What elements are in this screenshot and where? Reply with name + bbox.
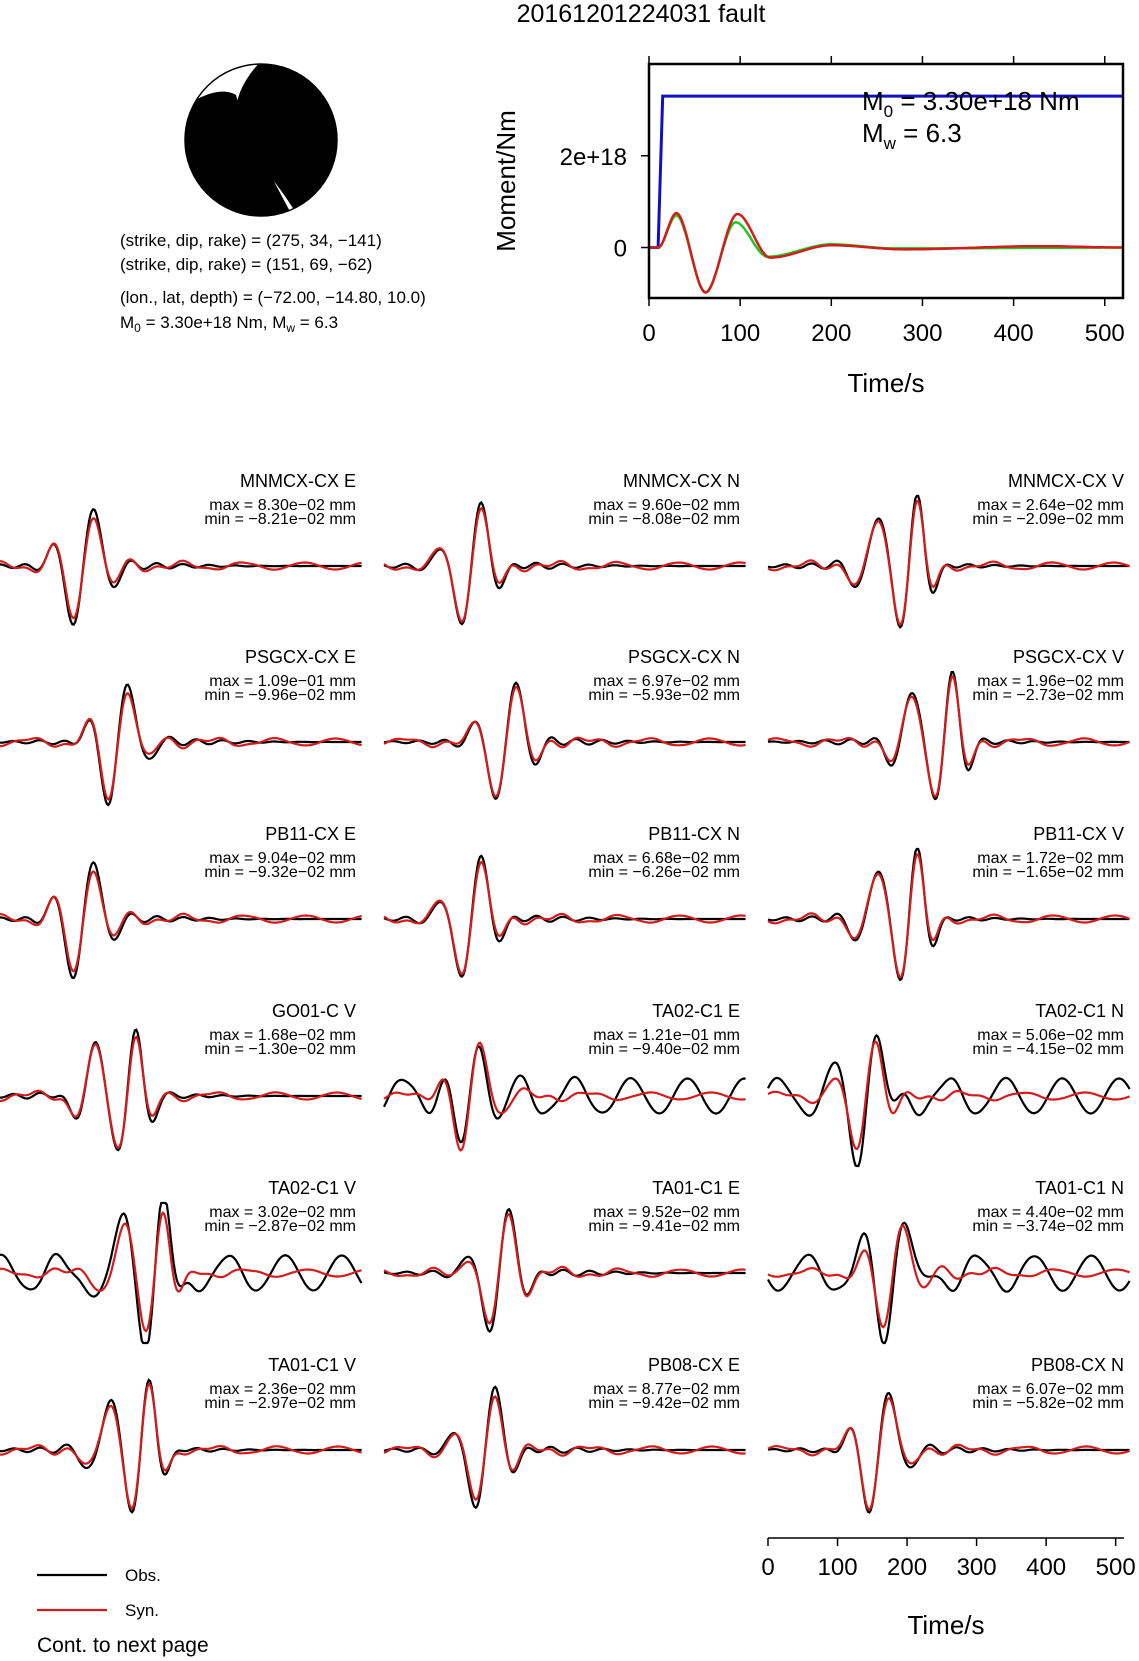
waveform-min-label: min = −9.96e−02 mm [204,687,356,704]
moment-x-tick-label: 300 [902,320,943,347]
waveform-station-label: TA01-C1 N [1035,1178,1124,1198]
waveform-panel [768,1178,1130,1343]
beachball-icon [150,50,360,230]
waveform-min-label: min = −9.41e−02 mm [588,1218,740,1235]
waveform-max-label: max = 1.96e−02 mm [977,673,1124,690]
waveform-min-label: min = −4.15e−02 mm [972,1041,1124,1058]
waveform-min-label: min = −6.26e−02 mm [588,864,740,881]
waveform-min-label: min = −2.97e−02 mm [204,1395,356,1412]
moment-x-tick-label: 400 [993,320,1034,347]
waveform-max-label: max = 9.60e−02 mm [593,497,740,514]
waveform-x-tick-label: 200 [887,1554,928,1581]
waveform-max-label: max = 1.21e−01 mm [593,1027,740,1044]
waveform-panel [0,1355,362,1512]
waveform-max-label: max = 1.72e−02 mm [977,850,1124,867]
mechanism-m0-sub: 0 [134,321,141,335]
waveform-max-label: max = 9.52e−02 mm [593,1204,740,1221]
waveform-panel [0,824,362,978]
figure-title: 20161201224031 fault [516,0,766,28]
waveform-min-label: min = −1.65e−02 mm [972,864,1124,881]
waveform-syn-trace [0,693,362,799]
moment-x-tick-label: 500 [1084,320,1125,347]
moment-m0-symbol: M [862,86,884,116]
waveform-station-label: MNMCX-CX V [1008,471,1124,491]
waveform-panel [384,824,746,977]
waveform-station-label: PB11-CX E [265,824,356,844]
waveform-max-label: max = 6.07e−02 mm [977,1381,1124,1398]
waveform-station-label: PB11-CX N [648,824,740,844]
waveform-max-label: max = 8.77e−02 mm [593,1381,740,1398]
mechanism-line-4 [120,313,338,335]
waveform-max-label: max = 9.04e−02 mm [209,850,356,867]
waveform-x-tick-label: 500 [1095,1554,1136,1581]
waveform-panel [0,647,362,805]
waveform-station-label: PB08-CX E [647,1355,740,1375]
waveform-station-label: PB11-CX V [1033,824,1124,844]
waveform-min-label: min = −5.82e−02 mm [972,1395,1124,1412]
waveform-min-label: min = −3.74e−02 mm [972,1218,1124,1235]
waveform-station-label: TA02-C1 E [652,1001,740,1021]
mechanism-line-1: (strike, dip, rake) = (275, 34, −141) [120,231,382,250]
waveform-x-tick-label: 100 [817,1554,858,1581]
waveform-panel [768,824,1130,980]
moment-mw-symbol: M [862,118,884,148]
waveform-syn-trace [768,1398,1130,1509]
moment-panel [491,56,1125,398]
waveform-panel [0,1001,362,1150]
moment-m0-annotation [862,86,1080,121]
waveform-max-label: max = 6.97e−02 mm [593,673,740,690]
mechanism-m0-value: = 3.30e+18 Nm, M [140,313,287,332]
moment-x-tick-label: 0 [642,320,656,347]
waveform-station-label: TA02-C1 N [1035,1001,1124,1021]
waveform-x-tick-label: 400 [1026,1554,1067,1581]
waveform-max-label: max = 5.06e−02 mm [977,1027,1124,1044]
waveform-syn-trace [0,518,362,618]
waveform-max-label: max = 6.68e−02 mm [593,850,740,867]
waveform-x-label: Time/s [907,1610,985,1640]
waveform-time-axis [761,1538,1135,1581]
waveform-max-label: max = 1.68e−02 mm [209,1027,356,1044]
moment-x-tick-label: 100 [720,320,761,347]
waveform-station-label: PB08-CX N [1030,1355,1124,1375]
legend-obs-label: Obs. [125,1566,161,1585]
waveform-station-label: TA01-C1 V [268,1355,356,1375]
moment-x-label: Time/s [847,368,925,398]
waveform-x-tick-label: 0 [761,1554,775,1581]
waveform-station-label: GO01-C V [271,1001,356,1021]
waveform-max-label: max = 1.09e−01 mm [209,673,356,690]
moment-m0-sub: 0 [883,102,894,121]
waveform-station-label: PSGCX-CX N [627,647,740,667]
mechanism-mw-value: = 6.3 [295,313,339,332]
waveform-min-label: min = −2.87e−02 mm [204,1218,356,1235]
waveform-obs-trace [768,1223,1130,1343]
waveform-panel [384,471,746,624]
waveform-panel [768,1355,1130,1512]
mechanism-line-3: (lon., lat, depth) = (−72.00, −14.80, 10.0) [120,288,426,307]
legend [37,1566,161,1620]
waveform-max-label: max = 2.36e−02 mm [209,1381,356,1398]
waveform-max-label: max = 4.40e−02 mm [977,1204,1124,1221]
moment-x-tick-label: 200 [811,320,852,347]
moment-y-label: Moment/Nm [491,110,521,252]
waveform-station-label: MNMCX-CX E [240,471,356,491]
moment-y-tick-label: 2e+18 [559,143,627,171]
moment-series-2 [649,213,1123,292]
waveform-min-label: min = −2.73e−02 mm [972,687,1124,704]
waveform-panel [0,471,362,625]
waveform-station-label: TA01-C1 E [652,1178,740,1198]
moment-mw-sub: w [883,134,896,153]
waveform-panel [768,647,1130,799]
waveform-panel [384,647,746,799]
waveform-min-label: min = −9.42e−02 mm [588,1395,740,1412]
waveform-station-label: PSGCX-CX V [1012,647,1124,667]
legend-syn-label: Syn. [125,1601,160,1620]
moment-mw-annotation [862,118,962,153]
waveform-min-label: min = −8.08e−02 mm [588,511,740,528]
waveform-min-label: min = −5.93e−02 mm [588,687,740,704]
moment-curves [649,96,1123,292]
waveform-panel [384,1178,746,1332]
waveform-max-label: max = 2.64e−02 mm [977,497,1124,514]
waveform-panel [0,1178,362,1343]
waveform-max-label: max = 8.30e−02 mm [209,497,356,514]
waveform-panel [384,1355,746,1508]
continuation-note: Cont. to next page [37,1634,209,1657]
mechanism-line-2: (strike, dip, rake) = (151, 69, −62) [120,255,373,274]
waveform-panel [384,1001,746,1150]
waveform-station-label: TA02-C1 V [268,1178,356,1198]
mechanism-m0-symbol: M [120,313,135,332]
moment-y-tick-label: 0 [613,235,627,263]
waveform-x-tick-label: 300 [956,1554,997,1581]
moment-mw-value: = 6.3 [895,118,962,148]
waveform-syn-trace [0,872,362,972]
waveform-max-label: max = 3.02e−02 mm [209,1204,356,1221]
waveform-min-label: min = −1.30e−02 mm [204,1041,356,1058]
waveform-station-label: MNMCX-CX N [623,471,740,491]
moment-y-axis [560,144,649,263]
mechanism-info [120,231,426,335]
waveform-min-label: min = −8.21e−02 mm [204,511,356,528]
waveform-panel [768,1001,1130,1166]
waveform-panel [768,471,1130,627]
waveform-obs-trace [384,1046,746,1142]
waveform-station-label: PSGCX-CX E [244,647,356,667]
waveform-min-label: min = −9.32e−02 mm [204,864,356,881]
mechanism-mw-sub: w [286,321,296,335]
waveform-min-label: min = −2.09e−02 mm [972,511,1124,528]
moment-m0-value: = 3.30e+18 Nm [893,86,1080,116]
waveform-min-label: min = −9.40e−02 mm [588,1041,740,1058]
waveform-grid [0,471,1130,1512]
